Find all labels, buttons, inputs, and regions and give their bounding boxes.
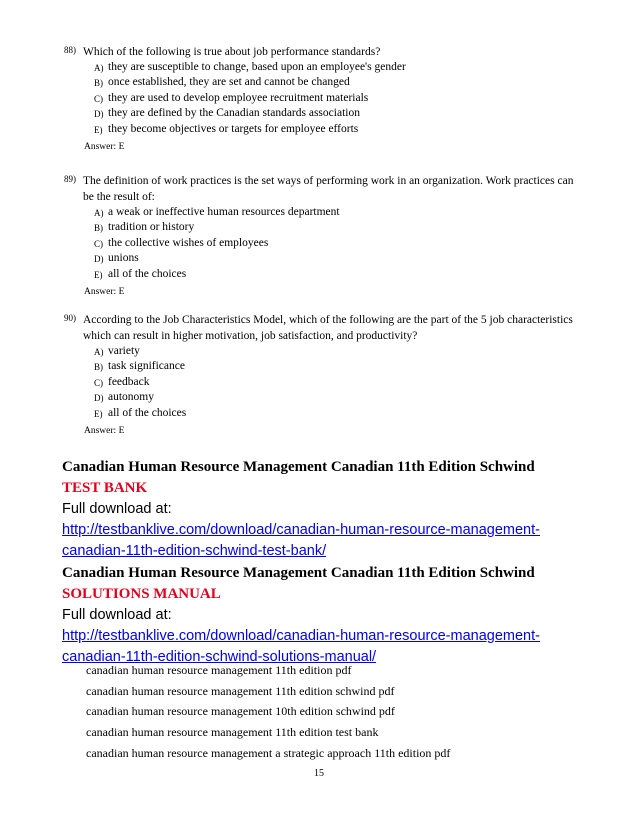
question-88 [64, 44, 584, 154]
question-number: 88) [64, 45, 76, 55]
question-text: Which of the following is true about job performance standards? [83, 46, 381, 58]
product-type: SOLUTIONS MANUAL [62, 586, 221, 602]
related-item: canadian human resource management 11th edition pdf [86, 663, 352, 677]
option-a: A) they are susceptible to change, based upon an employee's gender [94, 61, 406, 73]
related-item: canadian human resource management a strategic approach 11th edition pdf [86, 745, 451, 760]
related-item: canadian human resource management 11th edition test bank [86, 725, 379, 740]
page-number: 15 [314, 768, 324, 779]
option-e: E) they become objectives or targets for employee efforts [94, 122, 359, 135]
answer: Answer: E [84, 141, 125, 152]
download-link-line1[interactable]: http://testbanklive.com/download/canadian-human-resource-management- [62, 628, 540, 644]
question-89 [64, 173, 584, 299]
option-a: A) a weak or ineffective human resources department [94, 206, 340, 218]
option-b: B) tradition or history [94, 221, 195, 234]
download-label: Full download at: [62, 501, 172, 517]
option-b: B) once established, they are set and cannot be changed [94, 76, 350, 89]
solutions-manual-download [62, 563, 622, 668]
question-90 [64, 312, 584, 438]
option-c: C) the collective wishes of employees [94, 236, 269, 249]
question-text: According to the Job Characteristics Model, which of the following are the part of the 5 job characteristics which can result in higher motivation, job satisfaction, and productivity? [83, 314, 573, 342]
option-c: C) feedback [94, 375, 150, 388]
option-e: E) all of the choices [94, 267, 187, 280]
download-link-line2[interactable]: canadian-11th-edition-schwind-solutions-manual/ [62, 649, 377, 665]
download-link-line1[interactable]: http://testbanklive.com/download/canadian-human-resource-management- [62, 522, 540, 538]
download-label: Full download at: [62, 607, 172, 623]
book-title: Canadian Human Resource Management Canadian 11th Edition Schwind [62, 459, 535, 475]
answer: Answer: E [84, 286, 125, 297]
download-link-line2[interactable]: canadian-11th-edition-schwind-test-bank/ [62, 543, 327, 559]
option-d: D) autonomy [94, 391, 154, 404]
book-title: Canadian Human Resource Management Canadian 11th Edition Schwind [62, 565, 535, 581]
option-d: D) they are defined by the Canadian standards association [94, 107, 360, 120]
question-text: The definition of work practices is the set ways of performing work in an organization. Work practices can be the result of: [83, 175, 574, 203]
related-searches [86, 660, 606, 763]
related-item: canadian human resource management 10th edition schwind pdf [86, 704, 395, 719]
product-type: TEST BANK [62, 480, 148, 496]
option-a: A) variety [94, 345, 140, 357]
test-bank-download [62, 457, 622, 562]
option-d: D) unions [94, 252, 139, 265]
question-number: 89) [64, 174, 76, 184]
option-b: B) task significance [94, 360, 185, 373]
question-number: 90) [64, 313, 76, 323]
option-c: C) they are used to develop employee recruitment materials [94, 91, 369, 104]
related-item: canadian human resource management 11th edition schwind pdf [86, 683, 395, 698]
answer: Answer: E [84, 425, 125, 436]
option-e: E) all of the choices [94, 406, 187, 419]
